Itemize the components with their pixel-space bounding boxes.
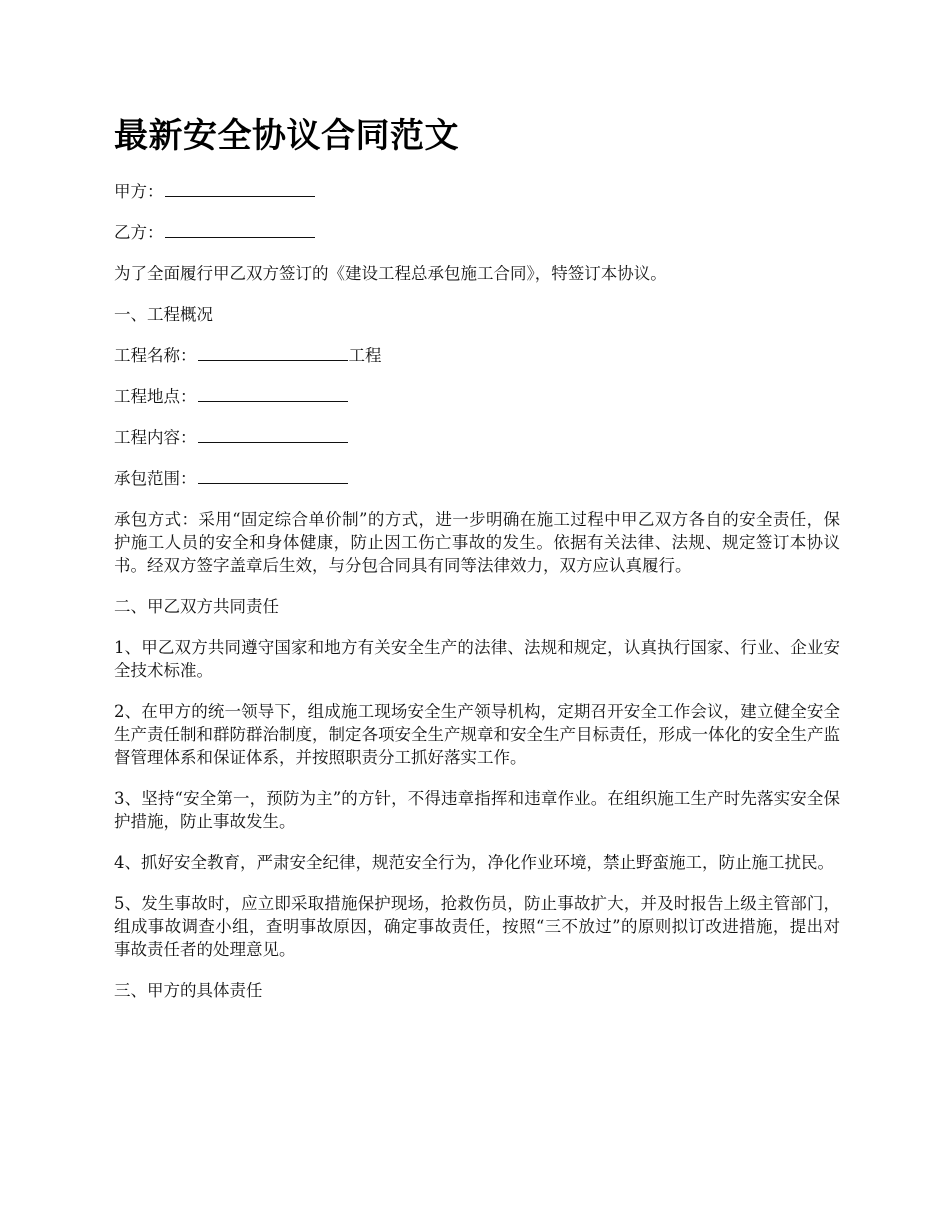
project-name-field [114,344,840,367]
party-b-label: 乙方： [114,223,164,242]
project-location-label: 工程地点： [114,387,197,406]
project-location-blank [198,385,348,402]
contract-scope-blank [198,467,348,484]
project-content-field [114,426,840,449]
contract-method-paragraph: 承包方式：采用“固定综合单价制”的方式，进一步明确在施工过程中甲乙双方各自的安全责任，保护施工人员的安全和身体健康，防止因工伤亡事故的发生。依据有关法律、法规、规定签订本协议书。经双方签字盖章后生效，与分包合同具有同等法律效力，双方应认真履行。 [114,510,840,575]
project-name-suffix: 工程 [348,346,382,365]
contract-scope-field [114,467,840,490]
project-location-field [114,385,840,408]
section-3-heading: 三、甲方的具体责任 [114,981,263,1000]
project-content-blank [198,426,348,443]
party-b-field [114,221,840,244]
party-a-field [114,180,840,203]
party-a-label: 甲方： [114,182,164,201]
project-name-label: 工程名称： [114,346,197,365]
document-page [114,112,840,1020]
document-title: 最新安全协议合同范文 [114,116,459,156]
responsibility-item-1: 1、甲乙双方共同遵守国家和地方有关安全生产的法律、法规和规定，认真执行国家、行业、企业安全技术标准。 [114,638,840,680]
party-b-blank [165,221,315,238]
responsibility-item-2: 2、在甲方的统一领导下，组成施工现场安全生产领导机构，定期召开安全工作会议，建立健全安全生产责任制和群防群治制度，制定各项安全生产规章和安全生产目标责任，形成一体化的安全生产监督管理体系和保证体系，并按照职责分工抓好落实工作。 [114,702,840,767]
responsibility-item-4: 4、抓好安全教育，严肃安全纪律，规范安全行为，净化作业环境，禁止野蛮施工，防止施工扰民。 [114,853,834,872]
project-name-blank [198,344,348,361]
section-1-heading: 一、工程概况 [114,305,213,324]
section-2-heading: 二、甲乙双方共同责任 [114,597,279,616]
responsibility-item-3: 3、坚持“安全第一，预防为主”的方针，不得违章指挥和违章作业。在组织施工生产时先落实安全保护措施，防止事故发生。 [114,789,840,831]
project-content-label: 工程内容： [114,428,197,447]
party-a-blank [165,180,315,197]
responsibility-item-5: 5、发生事故时，应立即采取措施保护现场，抢救伤员，防止事故扩大，并及时报告上级主管部门，组成事故调查小组，查明事故原因，确定事故责任，按照“三不放过”的原则拟订改进措施，提出对事故责任者的处理意见。 [114,894,840,959]
contract-scope-label: 承包范围： [114,469,197,488]
intro-paragraph: 为了全面履行甲乙双方签订的《建设工程总承包施工合同》，特签订本协议。 [114,264,667,283]
